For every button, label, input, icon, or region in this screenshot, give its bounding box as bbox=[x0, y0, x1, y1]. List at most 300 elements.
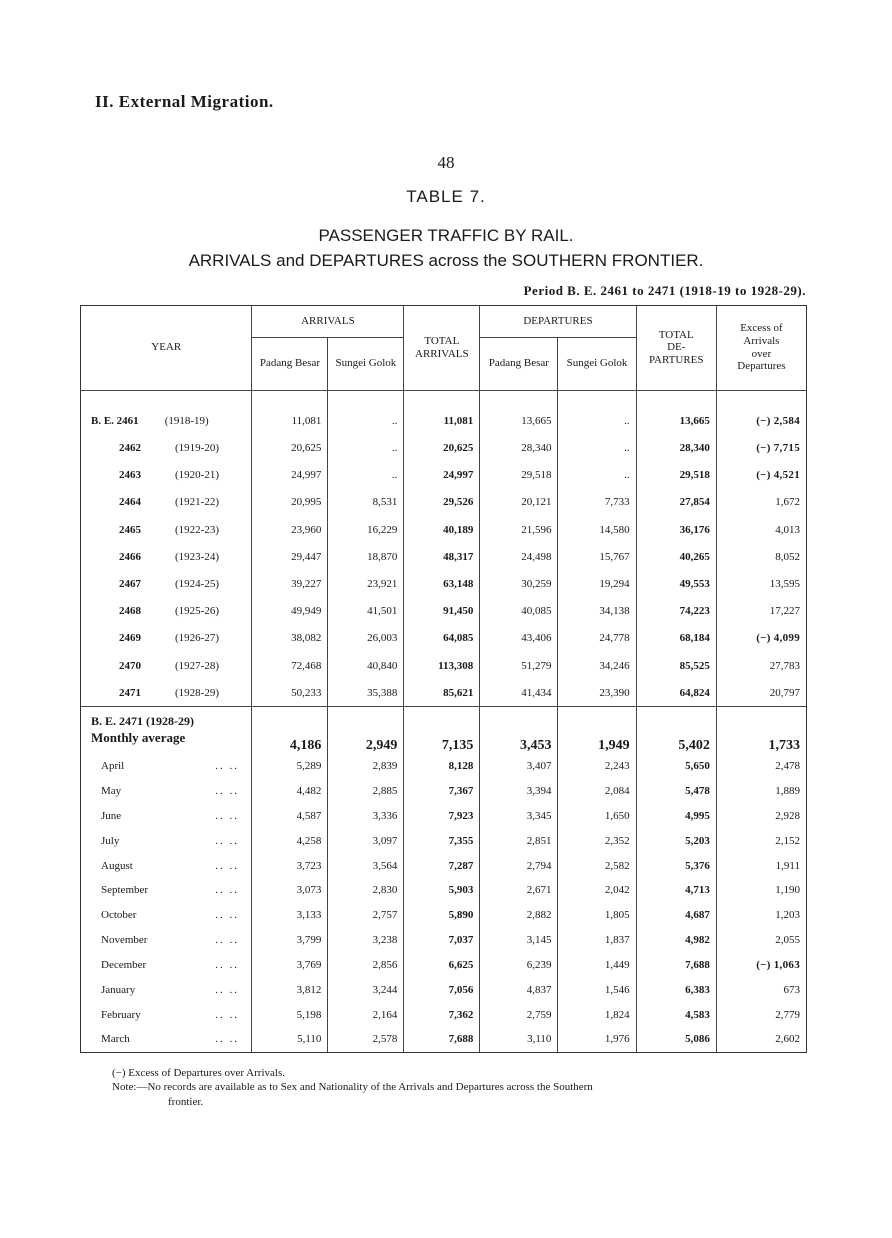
year-fiscal: (1918-19) bbox=[164, 414, 209, 427]
total-departures: 6,383 bbox=[636, 977, 716, 1002]
excess: (−) 7,715 bbox=[716, 435, 806, 462]
total-arrivals: 113,308 bbox=[404, 652, 480, 679]
departures-padang: 2,794 bbox=[480, 853, 558, 878]
monthly-row bbox=[81, 928, 807, 953]
arrivals-padang: 39,227 bbox=[252, 570, 328, 597]
monthly-row bbox=[81, 952, 807, 977]
excess: 17,227 bbox=[716, 598, 806, 625]
excess: 2,602 bbox=[716, 1027, 806, 1053]
footnote-note bbox=[112, 1080, 802, 1109]
arrivals-sungei: 2,578 bbox=[328, 1027, 404, 1053]
monthly-rows bbox=[81, 754, 807, 1053]
departures-sungei: 19,294 bbox=[558, 570, 636, 597]
excess: 2,055 bbox=[716, 928, 806, 953]
leader-dots: .. .. bbox=[215, 760, 239, 773]
year-cell bbox=[81, 598, 252, 625]
header-arrivals-sungei: Sungei Golok bbox=[328, 338, 404, 390]
total-arrivals: 8,128 bbox=[404, 754, 480, 779]
excess: 1,190 bbox=[716, 878, 806, 903]
arrivals-sungei: 40,840 bbox=[328, 652, 404, 679]
average-total-departures: 5,402 bbox=[636, 707, 716, 754]
departures-padang: 3,110 bbox=[480, 1027, 558, 1053]
header-excess bbox=[716, 306, 806, 390]
arrivals-padang: 72,468 bbox=[252, 652, 328, 679]
total-arrivals: 7,367 bbox=[404, 779, 480, 804]
monthly-row bbox=[81, 977, 807, 1002]
total-arrivals: 20,625 bbox=[404, 435, 480, 462]
arrivals-sungei: 2,830 bbox=[328, 878, 404, 903]
arrivals-padang: 20,625 bbox=[252, 435, 328, 462]
month-cell bbox=[81, 853, 252, 878]
arrivals-sungei: 2,856 bbox=[328, 952, 404, 977]
total-departures: 36,176 bbox=[636, 516, 716, 543]
month-name: January bbox=[101, 983, 136, 996]
annual-row bbox=[81, 543, 807, 570]
excess: 1,911 bbox=[716, 853, 806, 878]
excess: 2,478 bbox=[716, 754, 806, 779]
header-departures-padang: Padang Besar bbox=[480, 338, 558, 390]
total-departures: 4,713 bbox=[636, 878, 716, 903]
departures-sungei: 1,546 bbox=[558, 977, 636, 1002]
annual-rows bbox=[81, 390, 807, 707]
monthly-row bbox=[81, 1002, 807, 1027]
month-cell bbox=[81, 977, 252, 1002]
excess: 2,928 bbox=[716, 803, 806, 828]
excess: 4,013 bbox=[716, 516, 806, 543]
footnote-excess: (−) Excess of Departures over Arrivals. bbox=[112, 1067, 285, 1079]
arrivals-padang: 4,258 bbox=[252, 828, 328, 853]
departures-sungei: 1,449 bbox=[558, 952, 636, 977]
departures-sungei: 7,733 bbox=[558, 489, 636, 516]
year-cell bbox=[81, 407, 252, 434]
arrivals-sungei: 3,336 bbox=[328, 803, 404, 828]
total-arrivals: 7,287 bbox=[404, 853, 480, 878]
total-departures: 74,223 bbox=[636, 598, 716, 625]
total-departures: 28,340 bbox=[636, 435, 716, 462]
year-cell bbox=[81, 516, 252, 543]
arrivals-padang: 5,289 bbox=[252, 754, 328, 779]
arrivals-sungei: .. bbox=[328, 462, 404, 489]
excess: (−) 2,584 bbox=[716, 407, 806, 434]
total-departures: 4,982 bbox=[636, 928, 716, 953]
month-cell bbox=[81, 928, 252, 953]
year-cell bbox=[81, 489, 252, 516]
year-be: 2465 bbox=[119, 523, 141, 536]
total-departures: 68,184 bbox=[636, 625, 716, 652]
total-departures: 5,203 bbox=[636, 828, 716, 853]
total-departures: 4,687 bbox=[636, 903, 716, 928]
excess: 673 bbox=[716, 977, 806, 1002]
departures-padang: 43,406 bbox=[480, 625, 558, 652]
departures-padang: 3,345 bbox=[480, 803, 558, 828]
departures-padang: 29,518 bbox=[480, 462, 558, 489]
month-name: June bbox=[101, 809, 122, 822]
total-arrivals: 85,621 bbox=[404, 679, 480, 707]
monthly-average-row bbox=[81, 707, 807, 754]
month-cell bbox=[81, 878, 252, 903]
arrivals-sungei: 26,003 bbox=[328, 625, 404, 652]
arrivals-sungei: 41,501 bbox=[328, 598, 404, 625]
monthly-row bbox=[81, 853, 807, 878]
page-number: 48 bbox=[437, 153, 455, 172]
year-cell bbox=[81, 543, 252, 570]
month-name: July bbox=[101, 834, 120, 847]
total-departures: 4,995 bbox=[636, 803, 716, 828]
arrivals-sungei: 3,097 bbox=[328, 828, 404, 853]
departures-padang: 30,259 bbox=[480, 570, 558, 597]
header-excess-line3: over bbox=[751, 347, 772, 360]
excess: 8,052 bbox=[716, 543, 806, 570]
total-arrivals: 91,450 bbox=[404, 598, 480, 625]
total-departures: 7,688 bbox=[636, 952, 716, 977]
arrivals-padang: 49,949 bbox=[252, 598, 328, 625]
year-fiscal: (1919-20) bbox=[175, 442, 219, 455]
total-arrivals: 6,625 bbox=[404, 952, 480, 977]
arrivals-sungei: 3,244 bbox=[328, 977, 404, 1002]
arrivals-padang: 24,997 bbox=[252, 462, 328, 489]
year-cell bbox=[81, 570, 252, 597]
average-departures-sungei: 1,949 bbox=[558, 707, 636, 754]
departures-sungei: 2,243 bbox=[558, 754, 636, 779]
arrivals-padang: 3,073 bbox=[252, 878, 328, 903]
arrivals-padang: 3,133 bbox=[252, 903, 328, 928]
year-fiscal: (1923-24) bbox=[175, 550, 219, 563]
year-fiscal: (1924-25) bbox=[175, 577, 219, 590]
month-cell bbox=[81, 779, 252, 804]
departures-sungei: .. bbox=[558, 462, 636, 489]
departures-sungei: 23,390 bbox=[558, 679, 636, 707]
average-section bbox=[81, 707, 807, 754]
month-name: August bbox=[101, 859, 133, 872]
year-be: 2469 bbox=[119, 632, 141, 645]
header-arrivals: ARRIVALS bbox=[252, 306, 404, 338]
average-label-line1: B. E. 2471 (1928-29) bbox=[91, 714, 194, 729]
arrivals-sungei: 2,839 bbox=[328, 754, 404, 779]
table-subtitle-1: PASSENGER TRAFFIC BY RAIL. bbox=[318, 226, 574, 245]
arrivals-padang: 3,799 bbox=[252, 928, 328, 953]
total-departures: 27,854 bbox=[636, 489, 716, 516]
table-subtitle-2: ARRIVALS and DEPARTURES across the SOUTHERN FRONTIER. bbox=[188, 251, 704, 270]
year-be: 2463 bbox=[119, 469, 141, 482]
month-cell bbox=[81, 952, 252, 977]
header-excess-line4: Departures bbox=[737, 360, 786, 373]
arrivals-sungei: 8,531 bbox=[328, 489, 404, 516]
total-departures: 64,824 bbox=[636, 679, 716, 707]
arrivals-sungei: .. bbox=[328, 407, 404, 434]
departures-sungei: 34,138 bbox=[558, 598, 636, 625]
average-arrivals-padang: 4,186 bbox=[252, 707, 328, 754]
departures-sungei: 1,805 bbox=[558, 903, 636, 928]
month-name: December bbox=[101, 958, 147, 971]
average-total-arrivals: 7,135 bbox=[404, 707, 480, 754]
monthly-row bbox=[81, 779, 807, 804]
annual-row bbox=[81, 407, 807, 434]
header-total-departures-line2: DE- bbox=[667, 341, 686, 354]
annual-row bbox=[81, 652, 807, 679]
arrivals-sungei: 2,757 bbox=[328, 903, 404, 928]
arrivals-padang: 5,110 bbox=[252, 1027, 328, 1053]
period-label: Period B. E. 2461 to 2471 (1918-19 to 1928-29). bbox=[523, 283, 806, 298]
month-name: March bbox=[101, 1033, 130, 1046]
total-arrivals: 11,081 bbox=[404, 407, 480, 434]
departures-padang: 51,279 bbox=[480, 652, 558, 679]
total-departures: 5,650 bbox=[636, 754, 716, 779]
total-arrivals: 7,355 bbox=[404, 828, 480, 853]
year-cell bbox=[81, 625, 252, 652]
arrivals-padang: 29,447 bbox=[252, 543, 328, 570]
departures-padang: 2,671 bbox=[480, 878, 558, 903]
footnotes bbox=[112, 1066, 802, 1109]
month-cell bbox=[81, 828, 252, 853]
year-fiscal: (1927-28) bbox=[175, 659, 219, 672]
leader-dots: .. .. bbox=[215, 784, 239, 797]
departures-padang: 3,407 bbox=[480, 754, 558, 779]
header-total-arrivals-line2: ARRIVALS bbox=[415, 347, 469, 360]
month-name: April bbox=[101, 760, 125, 773]
total-arrivals: 48,317 bbox=[404, 543, 480, 570]
total-departures: 85,525 bbox=[636, 652, 716, 679]
monthly-row bbox=[81, 803, 807, 828]
annual-row bbox=[81, 570, 807, 597]
year-cell bbox=[81, 462, 252, 489]
total-arrivals: 63,148 bbox=[404, 570, 480, 597]
footnote-note-text: Note:—No records are available as to Sex and Nationality of the Arrivals and Departures across the Southern bbox=[112, 1081, 593, 1094]
year-be: 2464 bbox=[119, 496, 141, 509]
header-total-arrivals-line1: TOTAL bbox=[424, 335, 460, 348]
annual-row bbox=[81, 679, 807, 707]
total-arrivals: 7,362 bbox=[404, 1002, 480, 1027]
year-fiscal: (1921-22) bbox=[175, 496, 219, 509]
departures-padang: 21,596 bbox=[480, 516, 558, 543]
arrivals-sungei: 35,388 bbox=[328, 679, 404, 707]
arrivals-sungei: 2,885 bbox=[328, 779, 404, 804]
year-cell bbox=[81, 435, 252, 462]
header-departures-sungei: Sungei Golok bbox=[558, 338, 636, 390]
year-cell bbox=[81, 652, 252, 679]
excess: 13,595 bbox=[716, 570, 806, 597]
excess: (−) 4,099 bbox=[716, 625, 806, 652]
footnote-note-continuation: frontier. bbox=[168, 1095, 204, 1108]
arrivals-padang: 3,812 bbox=[252, 977, 328, 1002]
arrivals-sungei: 3,564 bbox=[328, 853, 404, 878]
departures-sungei: 2,582 bbox=[558, 853, 636, 878]
excess: 1,203 bbox=[716, 903, 806, 928]
excess: 1,672 bbox=[716, 489, 806, 516]
arrivals-sungei: 3,238 bbox=[328, 928, 404, 953]
departures-sungei: 1,837 bbox=[558, 928, 636, 953]
excess: 2,152 bbox=[716, 828, 806, 853]
departures-padang: 6,239 bbox=[480, 952, 558, 977]
departures-sungei: 15,767 bbox=[558, 543, 636, 570]
leader-dots: .. .. bbox=[215, 1008, 239, 1021]
total-arrivals: 24,997 bbox=[404, 462, 480, 489]
departures-padang: 40,085 bbox=[480, 598, 558, 625]
arrivals-padang: 5,198 bbox=[252, 1002, 328, 1027]
leader-dots: .. .. bbox=[215, 834, 239, 847]
year-fiscal: (1925-26) bbox=[175, 605, 219, 618]
average-excess: 1,733 bbox=[716, 707, 806, 754]
total-arrivals: 7,056 bbox=[404, 977, 480, 1002]
header-year: YEAR bbox=[81, 306, 252, 390]
departures-padang: 28,340 bbox=[480, 435, 558, 462]
total-departures: 49,553 bbox=[636, 570, 716, 597]
departures-sungei: 2,042 bbox=[558, 878, 636, 903]
total-arrivals: 7,688 bbox=[404, 1027, 480, 1053]
header-total-departures-line1: TOTAL bbox=[658, 328, 694, 341]
arrivals-padang: 20,995 bbox=[252, 489, 328, 516]
arrivals-sungei: 2,164 bbox=[328, 1002, 404, 1027]
year-fiscal: (1928-29) bbox=[175, 686, 219, 699]
year-fiscal: (1926-27) bbox=[175, 632, 219, 645]
month-cell bbox=[81, 1027, 252, 1053]
total-departures: 5,478 bbox=[636, 779, 716, 804]
header-excess-line1: Excess of bbox=[740, 322, 783, 335]
header-departures: DEPARTURES bbox=[480, 306, 636, 338]
year-be: B. E. 2461 bbox=[91, 414, 139, 427]
monthly-row bbox=[81, 754, 807, 779]
header-total-arrivals bbox=[404, 306, 480, 390]
departures-sungei: 34,246 bbox=[558, 652, 636, 679]
section-heading: II. External Migration. bbox=[95, 92, 274, 111]
month-name: May bbox=[101, 784, 122, 797]
total-departures: 5,376 bbox=[636, 853, 716, 878]
year-be: 2468 bbox=[119, 605, 141, 618]
month-cell bbox=[81, 903, 252, 928]
total-arrivals: 29,526 bbox=[404, 489, 480, 516]
year-be: 2470 bbox=[119, 659, 141, 672]
arrivals-padang: 4,482 bbox=[252, 779, 328, 804]
leader-dots: .. .. bbox=[215, 809, 239, 822]
leader-dots: .. .. bbox=[215, 909, 239, 922]
average-departures-padang: 3,453 bbox=[480, 707, 558, 754]
arrivals-padang: 3,723 bbox=[252, 853, 328, 878]
arrivals-sungei: .. bbox=[328, 435, 404, 462]
arrivals-padang: 3,769 bbox=[252, 952, 328, 977]
total-arrivals: 7,923 bbox=[404, 803, 480, 828]
departures-padang: 2,759 bbox=[480, 1002, 558, 1027]
average-arrivals-sungei: 2,949 bbox=[328, 707, 404, 754]
excess: (−) 1,063 bbox=[716, 952, 806, 977]
month-cell bbox=[81, 1002, 252, 1027]
total-departures: 40,265 bbox=[636, 543, 716, 570]
arrivals-padang: 11,081 bbox=[252, 407, 328, 434]
departures-padang: 2,851 bbox=[480, 828, 558, 853]
data-table-frame bbox=[80, 305, 807, 1053]
total-departures: 13,665 bbox=[636, 407, 716, 434]
leader-dots: .. .. bbox=[215, 934, 239, 947]
table-title: TABLE 7. bbox=[406, 187, 486, 206]
year-cell bbox=[81, 679, 252, 707]
departures-padang: 3,145 bbox=[480, 928, 558, 953]
year-fiscal: (1922-23) bbox=[175, 523, 219, 536]
year-fiscal: (1920-21) bbox=[175, 469, 219, 482]
departures-padang: 20,121 bbox=[480, 489, 558, 516]
year-be: 2471 bbox=[119, 686, 141, 699]
departures-sungei: .. bbox=[558, 407, 636, 434]
leader-dots: .. .. bbox=[215, 1033, 239, 1046]
month-cell bbox=[81, 803, 252, 828]
arrivals-sungei: 23,921 bbox=[328, 570, 404, 597]
annual-row bbox=[81, 435, 807, 462]
excess: 20,797 bbox=[716, 679, 806, 707]
month-name: September bbox=[101, 884, 149, 897]
year-be: 2466 bbox=[119, 550, 141, 563]
departures-padang: 3,394 bbox=[480, 779, 558, 804]
departures-sungei: 1,976 bbox=[558, 1027, 636, 1053]
leader-dots: .. .. bbox=[215, 859, 239, 872]
data-table bbox=[80, 305, 807, 1053]
departures-padang: 24,498 bbox=[480, 543, 558, 570]
annual-row bbox=[81, 516, 807, 543]
total-arrivals: 5,903 bbox=[404, 878, 480, 903]
total-departures: 5,086 bbox=[636, 1027, 716, 1053]
arrivals-padang: 4,587 bbox=[252, 803, 328, 828]
month-name: February bbox=[101, 1008, 141, 1021]
arrivals-sungei: 16,229 bbox=[328, 516, 404, 543]
leader-dots: .. .. bbox=[215, 958, 239, 971]
departures-sungei: 24,778 bbox=[558, 625, 636, 652]
month-name: November bbox=[101, 934, 148, 947]
departures-sungei: 1,650 bbox=[558, 803, 636, 828]
monthly-row bbox=[81, 828, 807, 853]
departures-sungei: .. bbox=[558, 435, 636, 462]
leader-dots: .. .. bbox=[215, 983, 239, 996]
total-arrivals: 40,189 bbox=[404, 516, 480, 543]
departures-padang: 13,665 bbox=[480, 407, 558, 434]
month-cell bbox=[81, 754, 252, 779]
annual-row bbox=[81, 489, 807, 516]
arrivals-padang: 50,233 bbox=[252, 679, 328, 707]
departures-padang: 2,882 bbox=[480, 903, 558, 928]
departures-sungei: 2,084 bbox=[558, 779, 636, 804]
arrivals-sungei: 18,870 bbox=[328, 543, 404, 570]
total-arrivals: 7,037 bbox=[404, 928, 480, 953]
departures-sungei: 2,352 bbox=[558, 828, 636, 853]
header-total-departures bbox=[636, 306, 716, 390]
total-departures: 4,583 bbox=[636, 1002, 716, 1027]
month-name: October bbox=[101, 909, 137, 922]
average-label bbox=[81, 707, 252, 754]
total-departures: 29,518 bbox=[636, 462, 716, 489]
table-header bbox=[81, 306, 807, 391]
annual-row bbox=[81, 462, 807, 489]
departures-padang: 4,837 bbox=[480, 977, 558, 1002]
excess: 27,783 bbox=[716, 652, 806, 679]
arrivals-padang: 23,960 bbox=[252, 516, 328, 543]
departures-sungei: 1,824 bbox=[558, 1002, 636, 1027]
total-arrivals: 5,890 bbox=[404, 903, 480, 928]
average-label-line2: Monthly average bbox=[91, 729, 186, 745]
excess: (−) 4,521 bbox=[716, 462, 806, 489]
header-excess-line2: Arrivals bbox=[743, 335, 780, 348]
header-total-departures-line3: PARTURES bbox=[648, 354, 704, 367]
departures-sungei: 14,580 bbox=[558, 516, 636, 543]
monthly-row bbox=[81, 878, 807, 903]
excess: 1,889 bbox=[716, 779, 806, 804]
departures-padang: 41,434 bbox=[480, 679, 558, 707]
arrivals-padang: 38,082 bbox=[252, 625, 328, 652]
year-be: 2467 bbox=[119, 577, 141, 590]
excess: 2,779 bbox=[716, 1002, 806, 1027]
monthly-row bbox=[81, 903, 807, 928]
total-arrivals: 64,085 bbox=[404, 625, 480, 652]
annual-row bbox=[81, 625, 807, 652]
annual-row bbox=[81, 598, 807, 625]
header-arrivals-padang: Padang Besar bbox=[252, 338, 328, 390]
year-be: 2462 bbox=[119, 442, 141, 455]
monthly-row bbox=[81, 1027, 807, 1053]
leader-dots: .. .. bbox=[215, 884, 239, 897]
